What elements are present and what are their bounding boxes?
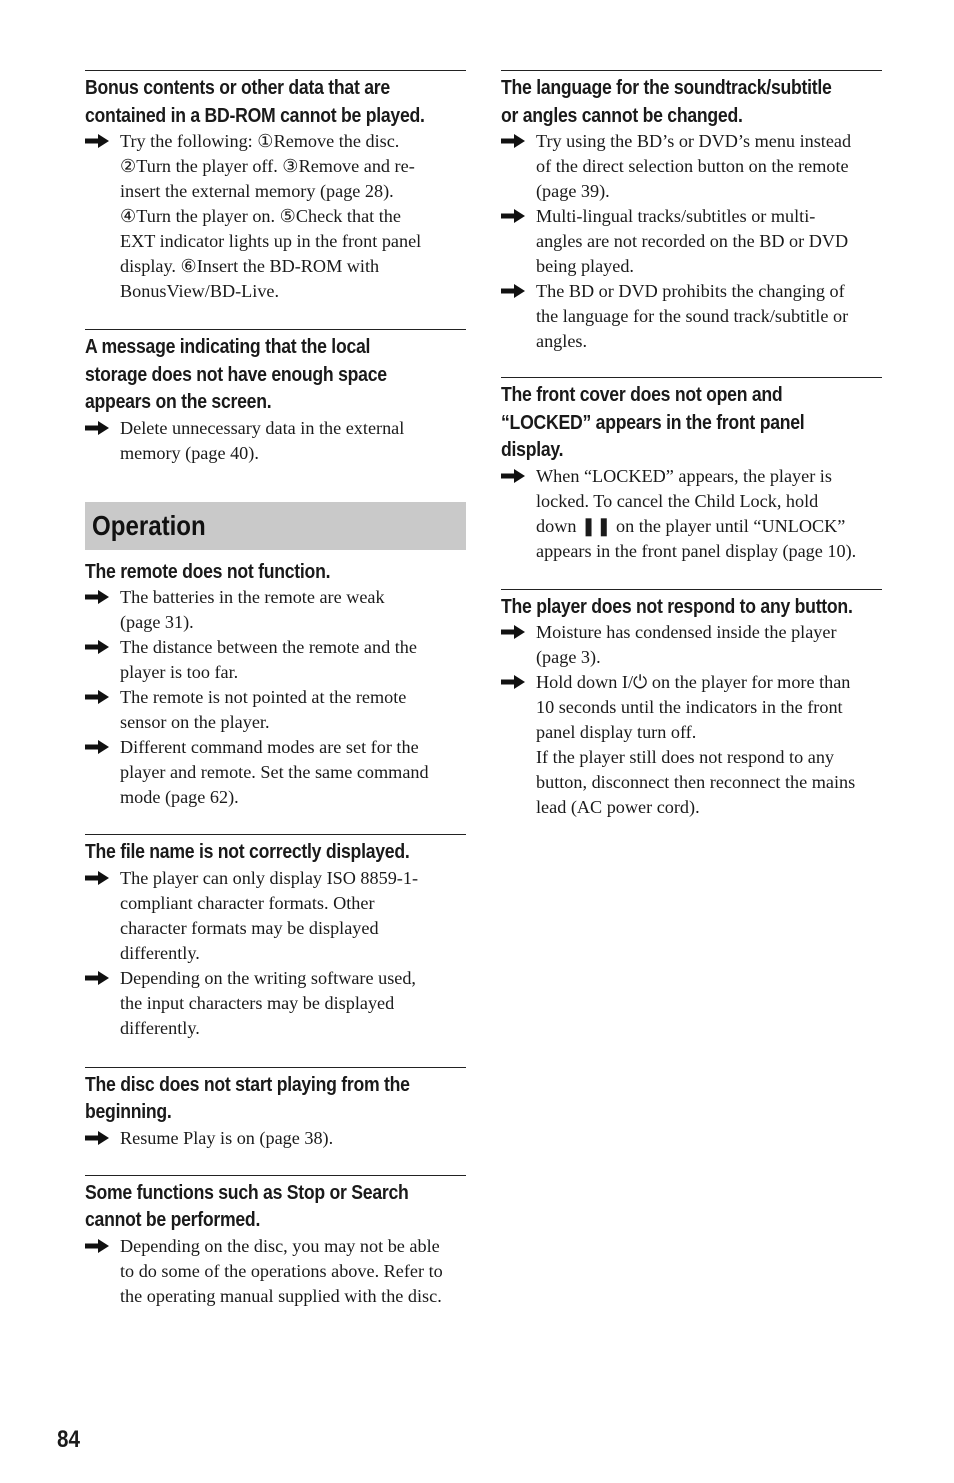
remedy-line: to do some of the operations above. Refer to (120, 1260, 443, 1281)
arrow-right-icon (85, 866, 111, 891)
remedy-line: insert the external memory (page 28). (120, 181, 394, 201)
remedy-item (85, 416, 466, 466)
heading-line: The front cover does not open and (501, 383, 783, 406)
remedy-item (85, 635, 466, 685)
remedy-item (501, 279, 882, 354)
section-rule (501, 589, 882, 590)
heading-line: display. (501, 438, 564, 461)
remedy-line: Delete unnecessary data in the external (120, 417, 405, 438)
remedy-line: panel display turn off. (536, 722, 697, 742)
remedy-line: down ❚❚ on the player until “UNLOCK” (536, 515, 846, 536)
arrow-right-icon (85, 685, 111, 710)
arrow-right-icon (501, 620, 527, 645)
remedy-line: Multi-lingual tracks/subtitles or multi- (536, 206, 816, 226)
remedy-line: compliant character formats. Other (120, 892, 375, 913)
remedy-item (85, 585, 466, 635)
heading-line: storage does not have enough space (85, 362, 387, 386)
left-column (85, 70, 466, 1309)
heading-line: beginning. (85, 1100, 172, 1123)
section-heading (501, 74, 881, 129)
remedy-line: The player can only display ISO 8859-1- (120, 867, 418, 888)
remedy-line: memory (page 40). (120, 442, 259, 463)
page-number: 84 (57, 1426, 80, 1453)
remedy-line: display. ⑥Insert the BD-ROM with (120, 256, 380, 276)
section-heading (85, 838, 465, 866)
remedy-line: EXT indicator lights up in the front panel (120, 231, 422, 251)
trouble-section (85, 329, 466, 466)
heading-line: The language for the soundtrack/subtitle (501, 76, 832, 99)
remedy-list (85, 1234, 466, 1309)
right-sections (501, 70, 882, 820)
arrow-right-icon (501, 279, 527, 304)
remedy-item (501, 204, 882, 279)
remedy-line: ④Turn the player on. ⑤Check that the (120, 206, 401, 226)
remedy-item (85, 685, 466, 735)
heading-line: The player does not respond to any button. (501, 594, 853, 618)
remedy-line: the input characters may be displayed (120, 992, 395, 1013)
remedy-line: the operating manual supplied with the disc. (120, 1285, 442, 1306)
remedy-line: ②Turn the player off. ③Remove and re- (120, 156, 415, 176)
remedy-item (85, 1126, 466, 1151)
section-rule (85, 70, 466, 71)
remedy-list (501, 129, 882, 354)
remedy-line: of the direct selection button on the remote (536, 156, 849, 176)
section-heading (85, 74, 465, 129)
remedy-line: The BD or DVD prohibits the changing of (536, 281, 845, 301)
remedy-line: Different command modes are set for the (120, 737, 419, 757)
trouble-section (501, 377, 882, 564)
remedy-line: Moisture has condensed inside the player (536, 622, 837, 642)
trouble-section (501, 70, 882, 354)
section-heading (85, 1071, 465, 1126)
section-heading (85, 333, 465, 416)
remedy-list (501, 464, 882, 564)
arrow-right-icon (85, 735, 111, 760)
heading-line: appears on the screen. (85, 390, 272, 413)
remedy-line: Depending on the writing software used, (120, 967, 416, 988)
section-heading (85, 1179, 465, 1234)
remedy-line: differently. (120, 942, 200, 963)
heading-line: A message indicating that the local (85, 335, 371, 358)
arrow-right-icon (501, 464, 527, 489)
remedy-item (85, 129, 466, 304)
remedy-list (85, 1126, 466, 1151)
remedy-line: Depending on the disc, you may not be able (120, 1235, 440, 1256)
remedy-item (501, 670, 882, 820)
remedy-line: When “LOCKED” appears, the player is (536, 465, 832, 486)
remedy-line: (page 3). (536, 647, 601, 667)
remedy-line: Resume Play is on (page 38). (120, 1127, 334, 1148)
trouble-section (85, 1175, 466, 1309)
remedy-line: BonusView/BD-Live. (120, 281, 280, 301)
arrow-right-icon (85, 129, 111, 154)
heading-line: Bonus contents or other data that are (85, 76, 390, 99)
remedy-line: mode (page 62). (120, 787, 239, 807)
remedy-line: player and remote. Set the same command (120, 762, 429, 782)
remedy-line: Try using the BD’s or DVD’s menu instead (536, 131, 852, 151)
remedy-line: being played. (536, 256, 634, 276)
section-rule (85, 329, 466, 330)
section-heading (501, 593, 881, 621)
remedy-list (85, 129, 466, 304)
remedy-item (501, 620, 882, 670)
remedy-line: If the player still does not respond to any (536, 747, 835, 767)
arrow-right-icon (85, 635, 111, 660)
remedy-line: The distance between the remote and the (120, 637, 417, 657)
remedy-line: The batteries in the remote are weak (120, 587, 385, 607)
remedy-list (85, 416, 466, 466)
remedy-item (85, 866, 466, 966)
remedy-item (85, 735, 466, 810)
trouble-section (85, 834, 466, 1041)
arrow-right-icon (85, 1234, 111, 1259)
remedy-line: sensor on the player. (120, 712, 270, 732)
trouble-section (85, 70, 466, 304)
remedy-line: the language for the sound track/subtitle or (536, 306, 849, 326)
section-rule (85, 1067, 466, 1068)
arrow-right-icon (85, 416, 111, 441)
section-band-operation (85, 502, 466, 550)
arrow-right-icon (501, 204, 527, 229)
left-top-sections (85, 70, 466, 466)
heading-line: or angles cannot be changed. (501, 103, 743, 127)
left-operation-sections (85, 558, 466, 1309)
section-rule (85, 834, 466, 835)
heading-line: The remote does not function. (85, 559, 331, 583)
trouble-section (501, 589, 882, 821)
remedy-line: differently. (120, 1017, 200, 1038)
remedy-line: The remote is not pointed at the remote (120, 687, 407, 707)
heading-line: The file name is not correctly displayed. (85, 840, 410, 863)
remedy-list (85, 866, 466, 1041)
remedy-line: angles. (536, 331, 588, 351)
band-title: Operation (92, 509, 206, 541)
heading-line: The disc does not start playing from the (85, 1072, 410, 1096)
remedy-line: (page 39). (536, 181, 610, 201)
remedy-line: button, disconnect then reconnect the mains (536, 772, 856, 792)
heading-line: contained in a BD-ROM cannot be played. (85, 103, 425, 127)
section-rule (501, 377, 882, 378)
arrow-right-icon (85, 1126, 111, 1151)
remedy-line: Try the following: ①Remove the disc. (120, 131, 400, 151)
right-column (501, 70, 882, 820)
remedy-line: angles are not recorded on the BD or DVD (536, 231, 849, 251)
section-rule (501, 70, 882, 71)
heading-line: “LOCKED” appears in the front panel (501, 410, 805, 434)
section-heading (501, 381, 881, 464)
trouble-section (85, 558, 466, 811)
remedy-line: (page 31). (120, 612, 194, 632)
remedy-item (85, 1234, 466, 1309)
remedy-line: character formats may be displayed (120, 917, 379, 938)
remedy-item (501, 129, 882, 204)
heading-line: Some functions such as Stop or Search (85, 1180, 409, 1204)
remedy-line: player is too far. (120, 662, 239, 682)
remedy-line: lead (AC power cord). (536, 797, 700, 817)
trouble-section (85, 1067, 466, 1151)
remedy-line: appears in the front panel display (page 10). (536, 540, 857, 561)
section-heading (85, 558, 465, 586)
arrow-right-icon (85, 966, 111, 991)
remedy-item (501, 464, 882, 564)
remedy-list (501, 620, 882, 820)
remedy-line: locked. To cancel the Child Lock, hold (536, 490, 819, 511)
arrow-right-icon (85, 585, 111, 610)
remedy-item (85, 966, 466, 1041)
arrow-right-icon (501, 129, 527, 154)
heading-line: cannot be performed. (85, 1208, 261, 1231)
section-rule (85, 1175, 466, 1176)
arrow-right-icon (501, 670, 527, 695)
remedy-line: 10 seconds until the indicators in the front (536, 697, 843, 717)
remedy-list (85, 585, 466, 810)
remedy-line: Hold down І/⏻ on the player for more than (536, 672, 851, 692)
